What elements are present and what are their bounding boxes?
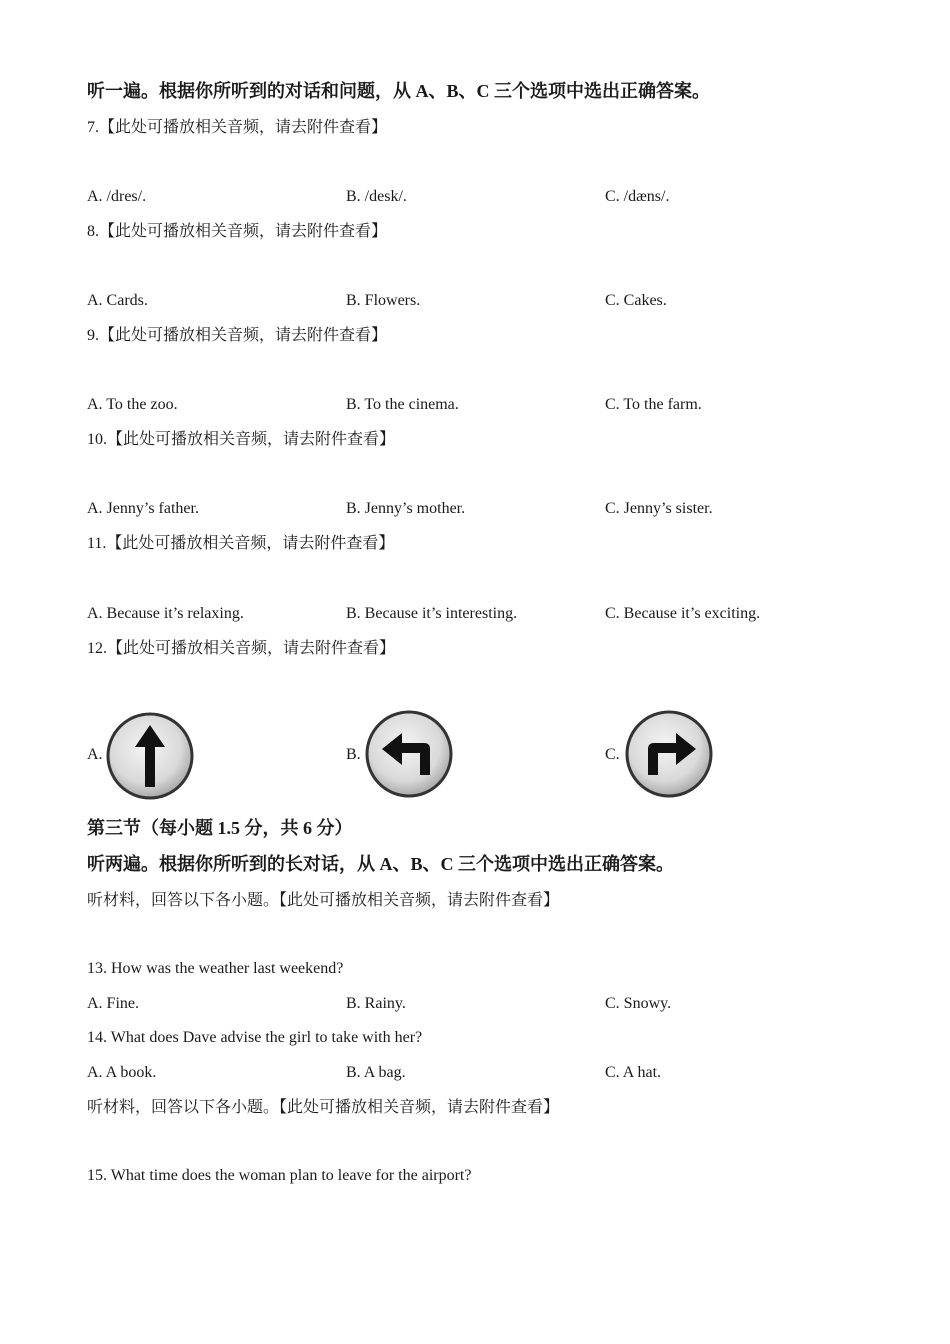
question-11-prompt: 11.【此处可播放相关音频，请去附件查看】 bbox=[87, 535, 395, 552]
q14-option-a[interactable]: A. A book. bbox=[87, 1064, 157, 1081]
q12-option-c[interactable]: C. bbox=[605, 746, 620, 763]
question-12-prompt: 12.【此处可播放相关音频，请去附件查看】 bbox=[87, 640, 396, 657]
q14-option-b[interactable]: B. A bag. bbox=[346, 1064, 406, 1081]
q7-option-b[interactable]: B. /desk/. bbox=[346, 188, 407, 205]
instruction-1: 听一遍。根据你所听到的对话和问题，从 A、B、C 三个选项中选出正确答案。 bbox=[87, 81, 711, 101]
q13-option-b[interactable]: B. Rainy. bbox=[346, 995, 406, 1012]
section-3-title: 第三节（每小题 1.5 分，共 6 分） bbox=[87, 818, 353, 838]
question-8-prompt: 8.【此处可播放相关音频，请去附件查看】 bbox=[87, 223, 388, 240]
q8-option-b[interactable]: B. Flowers. bbox=[346, 292, 421, 309]
q11-option-b[interactable]: B. Because it’s interesting. bbox=[346, 605, 518, 622]
q8-option-c[interactable]: C. Cakes. bbox=[605, 292, 667, 309]
section-3-instruction: 听两遍。根据你所听到的长对话，从 A、B、C 三个选项中选出正确答案。 bbox=[87, 854, 675, 874]
q10-option-b[interactable]: B. Jenny’s mother. bbox=[346, 500, 466, 517]
q14-option-c[interactable]: C. A hat. bbox=[605, 1064, 662, 1081]
q8-option-a[interactable]: A. Cards. bbox=[87, 292, 148, 309]
q13-option-c[interactable]: C. Snowy. bbox=[605, 995, 672, 1012]
q12-option-b[interactable]: B. bbox=[346, 746, 361, 763]
arrow-turn-left-icon[interactable] bbox=[364, 709, 454, 799]
q9-option-a[interactable]: A. To the zoo. bbox=[87, 396, 178, 413]
q11-option-c[interactable]: C. Because it’s exciting. bbox=[605, 605, 761, 622]
question-15: 15. What time does the woman plan to leave for the airport? bbox=[87, 1167, 472, 1184]
question-13: 13. How was the weather last weekend? bbox=[87, 960, 344, 977]
q9-option-b[interactable]: B. To the cinema. bbox=[346, 396, 459, 413]
q10-option-a[interactable]: A. Jenny’s father. bbox=[87, 500, 199, 517]
question-10-prompt: 10.【此处可播放相关音频，请去附件查看】 bbox=[87, 431, 396, 448]
q7-option-c[interactable]: C. /dæns/. bbox=[605, 188, 670, 205]
arrow-straight-icon[interactable] bbox=[105, 711, 195, 801]
q12-option-a[interactable]: A. bbox=[87, 746, 103, 763]
q9-option-c[interactable]: C. To the farm. bbox=[605, 396, 702, 413]
material-2-prompt: 听材料，回答以下各小题。【此处可播放相关音频，请去附件查看】 bbox=[87, 1099, 560, 1116]
q11-option-a[interactable]: A. Because it’s relaxing. bbox=[87, 605, 244, 622]
question-7-prompt: 7.【此处可播放相关音频，请去附件查看】 bbox=[87, 119, 388, 136]
question-14: 14. What does Dave advise the girl to take with her? bbox=[87, 1029, 423, 1046]
q13-option-a[interactable]: A. Fine. bbox=[87, 995, 139, 1012]
question-9-prompt: 9.【此处可播放相关音频，请去附件查看】 bbox=[87, 327, 388, 344]
q7-option-a[interactable]: A. /dres/. bbox=[87, 188, 147, 205]
arrow-turn-right-icon[interactable] bbox=[624, 709, 714, 799]
q10-option-c[interactable]: C. Jenny’s sister. bbox=[605, 500, 713, 517]
material-1-prompt: 听材料，回答以下各小题。【此处可播放相关音频，请去附件查看】 bbox=[87, 892, 560, 909]
